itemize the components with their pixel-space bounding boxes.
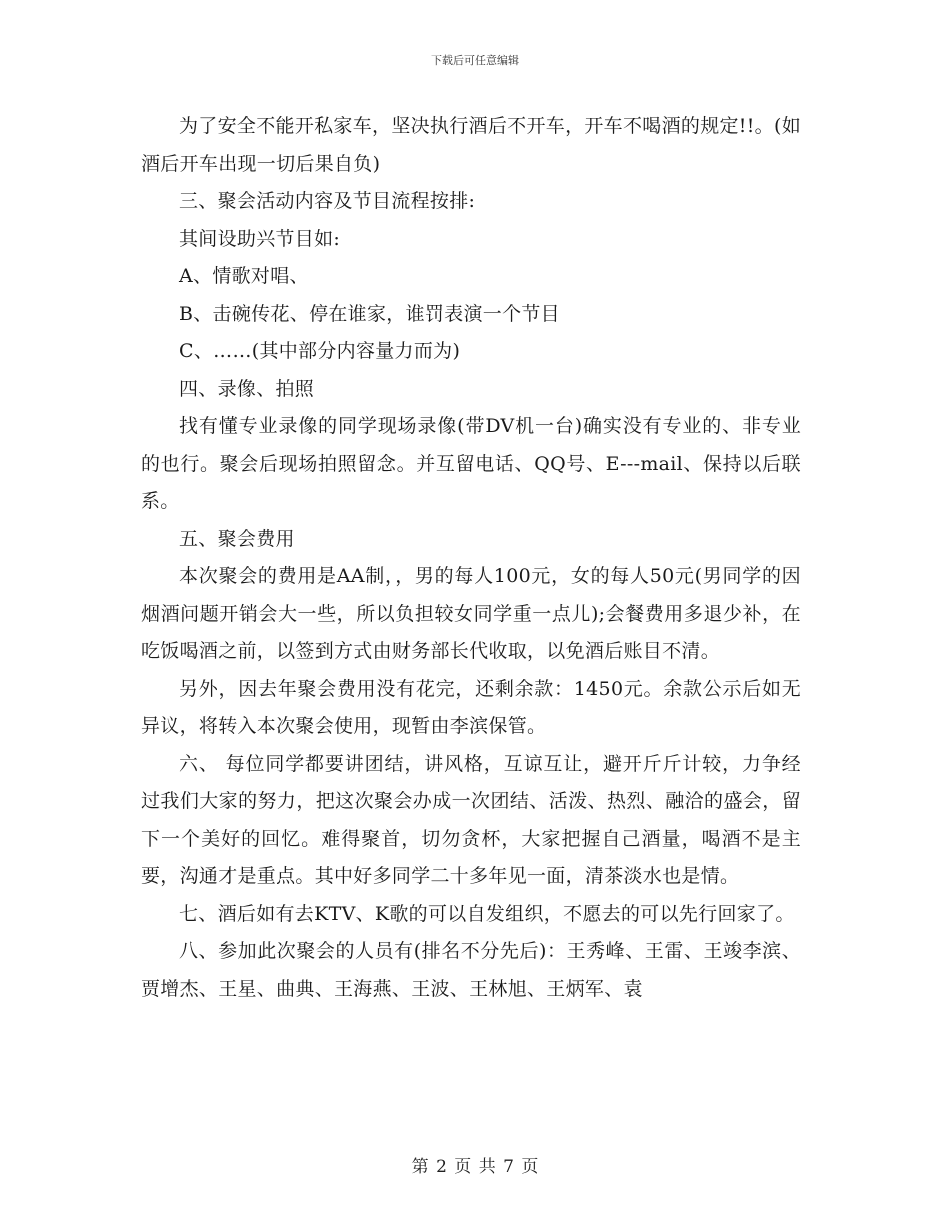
paragraph-video: 找有懂专业录像的同学现场录像(带DV机一台)确实没有专业的、非专业的也行。聚会后现场拍照留念。并互留电话、QQ号、E---mail、保持以后联系。	[141, 415, 801, 512]
list-item-c: C、……(其中部分内容量力而为)	[179, 340, 461, 362]
paragraph-ktv: 七、酒后如有去KTV、K歌的可以自发组织，不愿去的可以先行回家了。	[179, 902, 795, 925]
paragraph-attendees: 八、参加此次聚会的人员有(排名不分先后)：王秀峰、王雷、王竣李滨、贾增杰、王星、曲典、王海燕、王波、王林旭、王炳军、袁	[141, 940, 801, 1000]
section-heading-video: 四、录像、拍照	[179, 377, 315, 400]
list-item-a: A、情歌对唱、	[179, 265, 309, 287]
paragraph-unity: 六、 每位同学都要讲团结，讲风格，互谅互让，避开斤斤计较，力争经过我们大家的努力，把这次聚会办成一次团结、活泼、热烈、融洽的盛会，留下一个美好的回忆。难得聚首，切勿贪杯，大家把握自己酒量，喝酒不是主要，沟通才是重点。其中好多同学二十多年见一面，清茶淡水也是情。	[141, 752, 801, 887]
document-body	[141, 108, 801, 1008]
paragraph-balance: 另外，因去年聚会费用没有花完，还剩余款：1450元。余款公示后如无异议，将转入本次聚会使用，现暂由李滨保管。	[141, 677, 801, 737]
page-header: 下载后可任意编辑	[431, 54, 519, 67]
paragraph-program-intro: 其间设助兴节目如:	[179, 227, 341, 250]
page-footer: 第 2 页 共 7 页	[411, 1157, 539, 1177]
section-heading-fees: 五、聚会费用	[179, 527, 295, 550]
section-heading-program: 三、聚会活动内容及节目流程按排:	[179, 190, 476, 212]
paragraph-fees: 本次聚会的费用是AA制，，男的每人100元，女的每人50元(男同学的因烟酒问题开销会大一些，所以负担较女同学重一点儿);会餐费用多退少补，在吃饭喝酒之前，以签到方式由财务部长代收取，以免酒后账目不清。	[141, 565, 801, 662]
list-item-b: B、击碗传花、停在谁家，谁罚表演一个节目	[179, 302, 560, 325]
paragraph-safety-rule: 为了安全不能开私家车，坚决执行酒后不开车，开车不喝酒的规定!!。(如酒后开车出现一切后果自负)	[141, 115, 801, 175]
